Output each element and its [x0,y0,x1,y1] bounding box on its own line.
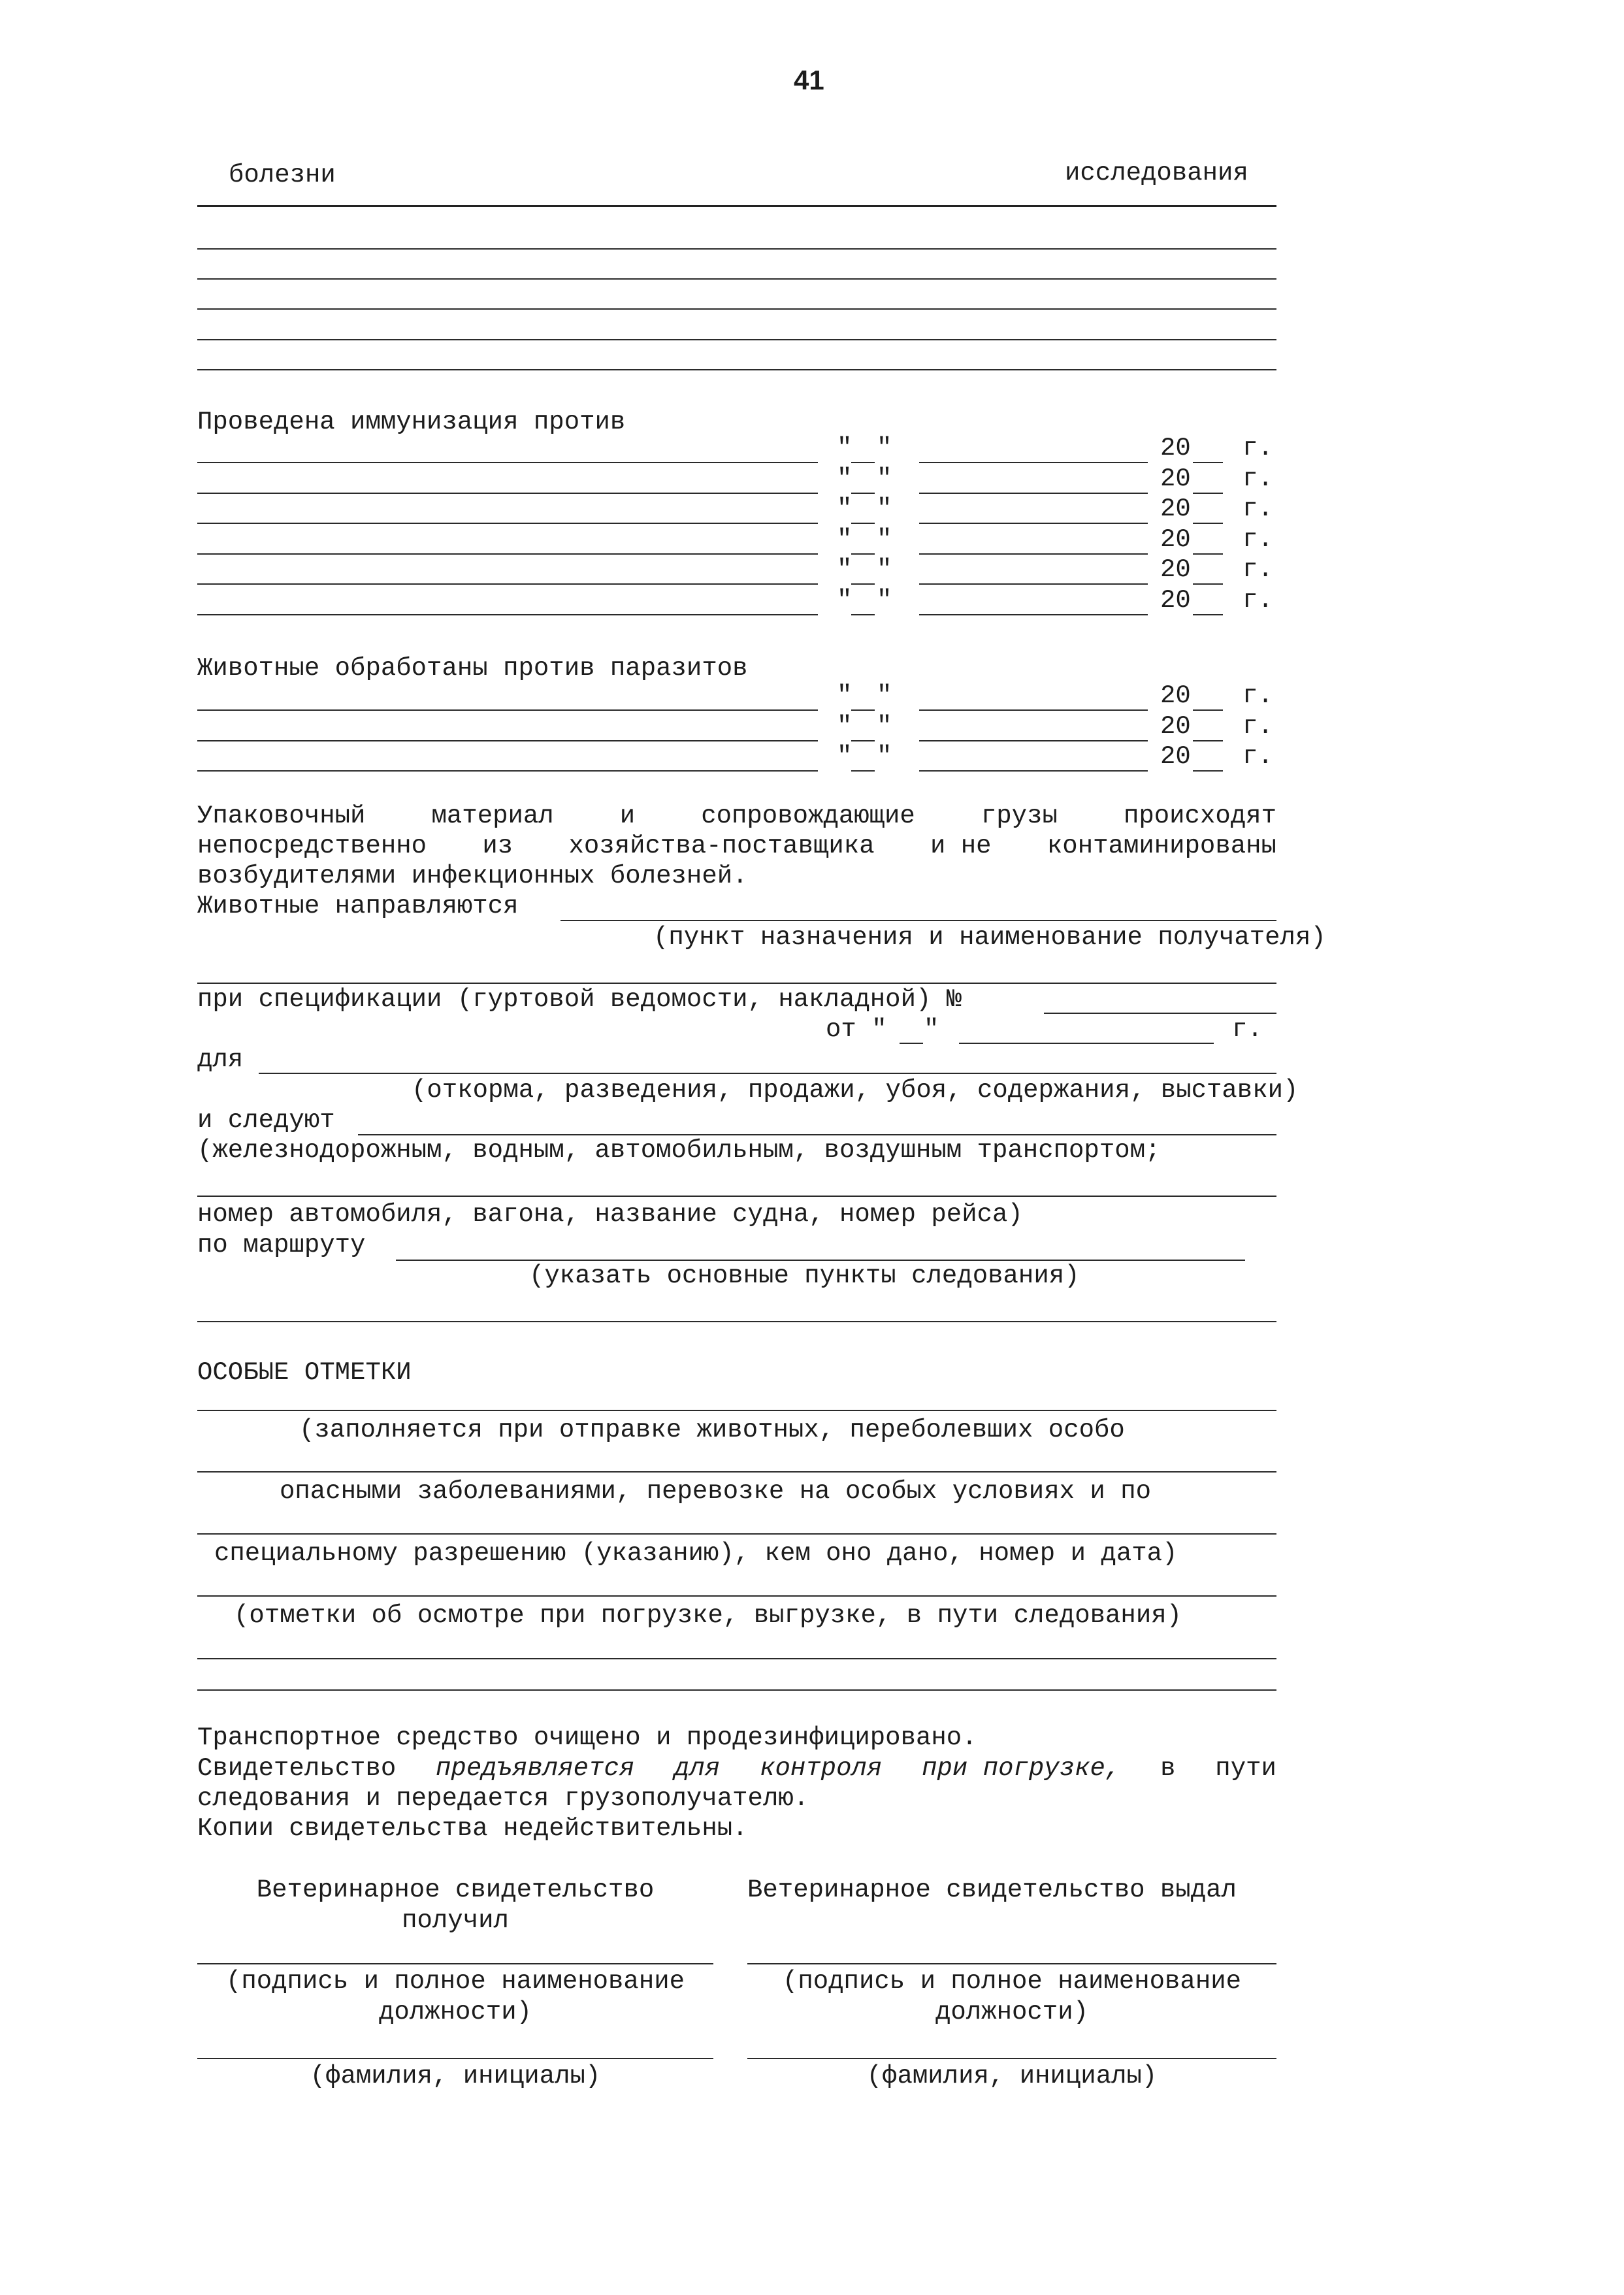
month-field[interactable] [919,770,1148,772]
word: непосредственно [197,832,427,860]
year-suffix: г. [1242,464,1273,493]
year-suffix: г. [1242,712,1273,741]
day-field[interactable] [851,493,875,494]
special-hint-3: специальному разрешению (указанию), кем оно дано, номер и дата) [214,1539,1178,1568]
destination-label: Животные направляются [197,892,519,920]
year-prefix: 20 [1160,586,1191,615]
purpose-field[interactable] [259,1073,1276,1074]
route-hint: (указать основные пункты следования) [529,1261,1080,1290]
quote-open: " [837,712,853,741]
field-line[interactable] [197,248,1276,250]
spec-from-label: от " [826,1015,887,1044]
year-field[interactable] [1193,493,1223,494]
year-field[interactable] [1193,553,1223,555]
month-field[interactable] [919,523,1148,524]
route-label: по маршруту [197,1231,366,1260]
special-field[interactable] [197,1410,1276,1411]
issued-name-field[interactable] [747,2058,1276,2059]
packaging-line-1 [197,801,1276,831]
quote-open: " [837,434,853,463]
field-line[interactable] [197,339,1276,340]
immunization-row [197,434,1276,464]
year-suffix: г. [1242,681,1273,710]
quote-close: " [877,525,892,554]
special-hint-4: (отметки об осмотре при погрузке, выгрузке, в пути следования) [234,1601,1182,1630]
day-field[interactable] [851,770,875,772]
special-hint-1: (заполняется при отправке животных, переболевших особо [299,1416,1125,1444]
quote-open: " [837,586,853,615]
day-field[interactable] [851,523,875,524]
word: и не [930,832,992,860]
year-suffix: г. [1242,495,1273,523]
treatment-field[interactable] [197,709,818,711]
special-hint-2: опасными заболеваниями, перевозке на особых условиях и по [280,1477,1152,1506]
year-suffix: г. [1242,555,1273,584]
word: при погрузке, [922,1754,1121,1783]
year-prefix: 20 [1160,434,1191,463]
day-field[interactable] [851,583,875,585]
vehicle-field[interactable] [197,1196,1276,1197]
quote-close: " [877,712,892,741]
field-line[interactable] [197,308,1276,310]
issued-sign-hint-1: (подпись и полное наименование [782,1967,1242,1996]
quote-close: " [877,555,892,584]
word: из [482,832,513,860]
year-prefix: 20 [1160,742,1191,771]
quote-open: " [837,495,853,523]
issued-sign-hint-2: должности) [935,1998,1089,2026]
purpose-hint: (откорма, разведения, продажи, убоя, содержания, выставки) [412,1076,1299,1105]
year-prefix: 20 [1160,681,1191,710]
month-field[interactable] [919,709,1148,711]
packaging-line-3: возбудителями инфекционных болезней. [197,862,748,890]
spec-date-field[interactable] [959,1043,1214,1044]
parasites-row [197,743,1276,773]
year-suffix: г. [1242,586,1273,615]
word: в [1160,1754,1176,1783]
word: сопровождающие [701,802,915,830]
word: контроля [760,1754,883,1783]
disease-field[interactable] [197,583,818,585]
day-field[interactable] [851,709,875,711]
packaging-line-2 [197,831,1276,861]
word: для [674,1754,721,1783]
page-number: 41 [794,65,824,95]
transport-hint: (железнодорожным, водным, автомобильным, воздушным транспортом; [197,1136,1161,1165]
field-line[interactable] [197,278,1276,280]
year-suffix: г. [1242,434,1273,463]
quote-close: " [877,434,892,463]
special-field[interactable] [197,1689,1276,1691]
month-field[interactable] [919,583,1148,585]
parasites-title: Животные обработаны против паразитов [197,654,748,683]
word: хозяйства-поставщика [568,832,875,860]
purpose-label: для [197,1045,244,1074]
disease-field[interactable] [197,553,818,555]
received-signature-field[interactable] [197,1963,713,1964]
immunization-row [197,465,1276,495]
transport-line-3: следования и передается грузополучателю. [197,1784,809,1813]
year-field[interactable] [1193,770,1223,772]
received-title-2: получил [402,1906,509,1935]
year-prefix: 20 [1160,525,1191,554]
month-field[interactable] [919,493,1148,494]
year-field[interactable] [1193,462,1223,463]
header-right: исследования [1065,159,1248,187]
year-prefix: 20 [1160,712,1191,741]
day-field[interactable] [851,740,875,741]
disease-field[interactable] [197,493,818,494]
field-line[interactable] [197,369,1276,370]
quote-close: " [877,495,892,523]
special-field[interactable] [197,1658,1276,1659]
day-field[interactable] [851,553,875,555]
destination-field[interactable] [560,920,1276,921]
destination-hint: (пункт назначения и наименование получателя) [653,923,1326,952]
year-field[interactable] [1193,740,1223,741]
special-field[interactable] [197,1471,1276,1473]
transport-line-2 [197,1753,1276,1783]
received-name-field[interactable] [197,2058,713,2059]
day-field[interactable] [851,614,875,615]
vehicle-hint: номер автомобиля, вагона, название судна, номер рейса) [197,1200,1023,1229]
parasites-row [197,713,1276,743]
parasites-row [197,682,1276,712]
month-field[interactable] [919,614,1148,615]
special-field[interactable] [197,1595,1276,1597]
spec-from-close: " [924,1015,939,1044]
year-field[interactable] [1193,709,1223,711]
immunization-row [197,556,1276,586]
day-field[interactable] [851,462,875,463]
word: Упаковочный [197,802,366,830]
quote-open: " [837,464,853,493]
month-field[interactable] [919,553,1148,555]
destination-field-2[interactable] [197,983,1276,984]
special-field[interactable] [197,1533,1276,1535]
month-field[interactable] [919,462,1148,463]
disease-field[interactable] [197,614,818,615]
quote-open: " [837,681,853,710]
header-left: болезни [229,161,336,189]
treatment-field[interactable] [197,740,818,741]
word: грузы [981,802,1058,830]
quote-open: " [837,742,853,771]
issued-name-hint: (фамилия, инициалы) [866,2062,1158,2091]
route-field-2[interactable] [197,1321,1276,1322]
quote-open: " [837,525,853,554]
received-sign-hint-2: должности) [378,1998,532,2026]
spec-number-field[interactable] [1044,1013,1276,1014]
word: Свидетельство [197,1754,397,1783]
immunization-row [197,526,1276,556]
quote-close: " [877,681,892,710]
follow-label: и следуют [197,1106,335,1135]
word: контаминированы [1047,832,1276,860]
immunization-row [197,587,1276,617]
word: предъявляется [436,1754,635,1783]
issued-signature-field[interactable] [747,1963,1276,1964]
issued-title: Ветеринарное свидетельство выдал [747,1876,1237,1904]
received-title-1: Ветеринарное свидетельство [256,1876,655,1904]
quote-open: " [837,555,853,584]
month-field[interactable] [919,740,1148,741]
year-field[interactable] [1193,523,1223,524]
word: и [619,802,636,830]
immunization-title: Проведена иммунизация против [197,408,626,436]
year-suffix: г. [1242,525,1273,554]
spec-year-suffix: г. [1232,1015,1263,1044]
word: происходят [1123,802,1276,830]
quote-close: " [877,586,892,615]
special-title: ОСОБЫЕ ОТМЕТКИ [197,1358,412,1387]
year-field[interactable] [1193,583,1223,585]
year-prefix: 20 [1160,555,1191,584]
quote-close: " [877,464,892,493]
received-name-hint: (фамилия, инициалы) [310,2062,601,2091]
word: материал [431,802,554,830]
transport-line-4: Копии свидетельства недействительны. [197,1814,748,1843]
disease-field[interactable] [197,462,818,463]
disease-field[interactable] [197,523,818,524]
treatment-field[interactable] [197,770,818,772]
spec-label: при спецификации (гуртовой ведомости, накладной) № [197,985,962,1014]
header-rule [197,205,1276,207]
quote-close: " [877,742,892,771]
year-prefix: 20 [1160,464,1191,493]
year-prefix: 20 [1160,495,1191,523]
year-suffix: г. [1242,742,1273,771]
transport-line-1: Транспортное средство очищено и продезинфицировано. [197,1723,977,1752]
spec-day-field[interactable] [900,1043,923,1044]
year-field[interactable] [1193,614,1223,615]
received-sign-hint-1: (подпись и полное наименование [225,1967,685,1996]
immunization-row [197,495,1276,525]
word: пути [1215,1754,1276,1783]
